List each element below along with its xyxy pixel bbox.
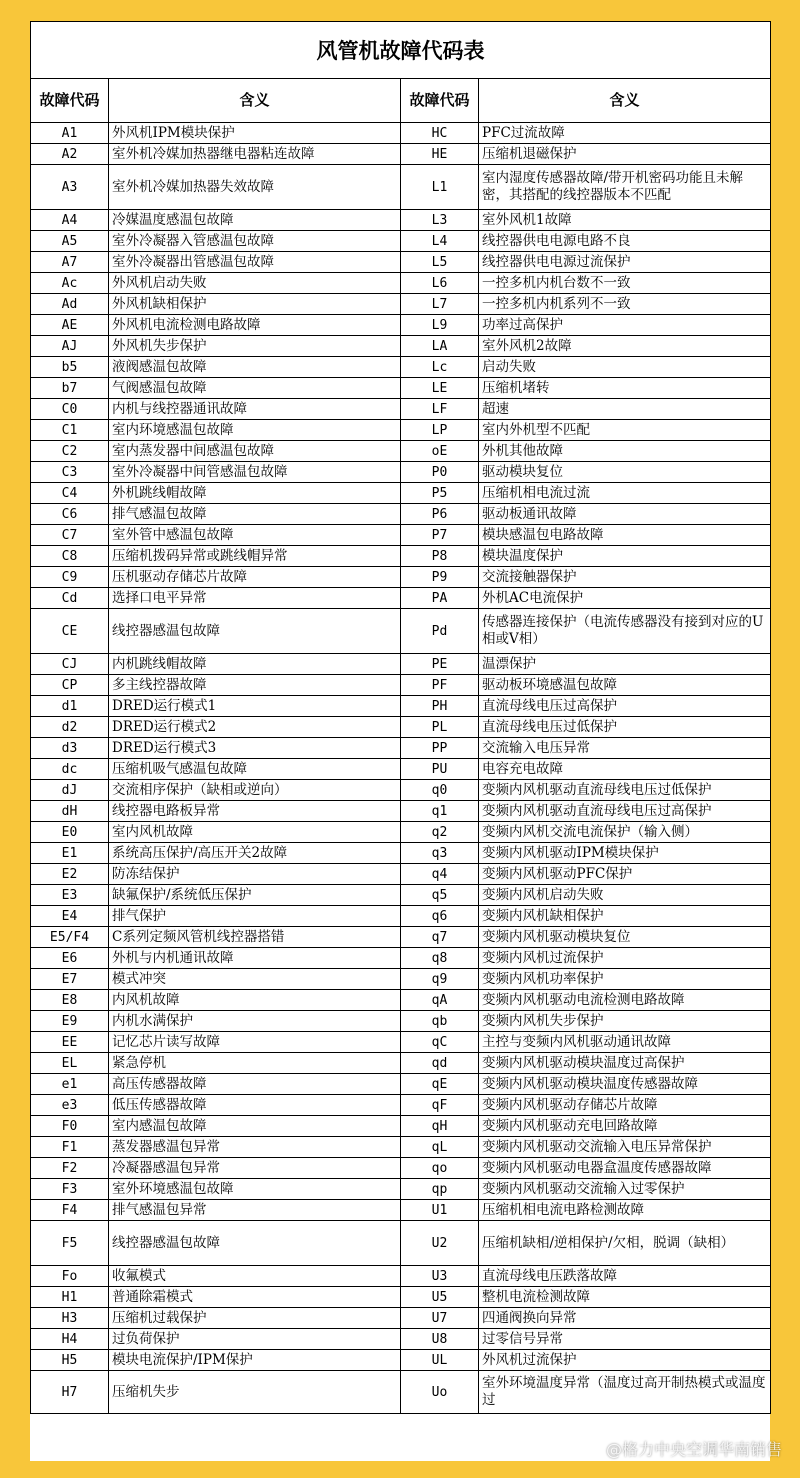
- table-row: [31, 231, 771, 252]
- fault-code-left: E6: [31, 948, 109, 969]
- fault-meaning-left: 外机跳线帽故障: [109, 483, 401, 504]
- fault-meaning-right: 压缩机相电流过流: [479, 483, 771, 504]
- fault-code-left: E1: [31, 843, 109, 864]
- fault-meaning-right: 传感器连接保护（电流传感器没有接到对应的U相或V相）: [479, 609, 771, 654]
- fault-code-left: C2: [31, 441, 109, 462]
- fault-meaning-left: 内机跳线帽故障: [109, 654, 401, 675]
- fault-meaning-left: C系列定频风管机线控器搭错: [109, 927, 401, 948]
- fault-meaning-left: 压缩机失步: [109, 1371, 401, 1414]
- fault-meaning-right: PFC过流故障: [479, 123, 771, 144]
- table-row: [31, 948, 771, 969]
- fault-meaning-left: 外风机缺相保护: [109, 294, 401, 315]
- fault-meaning-right: 主控与变频内风机驱动通讯故障: [479, 1032, 771, 1053]
- fault-code-right: LA: [401, 336, 479, 357]
- fault-meaning-right: 室外风机2故障: [479, 336, 771, 357]
- fault-code-right: HE: [401, 144, 479, 165]
- fault-code-left: EE: [31, 1032, 109, 1053]
- fault-code-left: C6: [31, 504, 109, 525]
- fault-code-right: P7: [401, 525, 479, 546]
- fault-code-left: e3: [31, 1095, 109, 1116]
- fault-code-left: Ac: [31, 273, 109, 294]
- fault-code-left: C0: [31, 399, 109, 420]
- fault-meaning-right: 驱动板通讯故障: [479, 504, 771, 525]
- watermark-text: @格力中央空调华南销售: [605, 1440, 782, 1459]
- fault-code-right: L6: [401, 273, 479, 294]
- table-row: [31, 588, 771, 609]
- fault-meaning-left: 冷媒温度感温包故障: [109, 210, 401, 231]
- fault-code-left: F3: [31, 1179, 109, 1200]
- fault-code-left: H7: [31, 1371, 109, 1414]
- fault-meaning-right: 室外风机1故障: [479, 210, 771, 231]
- fault-meaning-left: 室外机冷媒加热器继电器粘连故障: [109, 144, 401, 165]
- table-row: [31, 1329, 771, 1350]
- table-row: [31, 906, 771, 927]
- fault-meaning-right: 变频内风机驱动模块温度过高保护: [479, 1053, 771, 1074]
- fault-meaning-right: 交流输入电压异常: [479, 738, 771, 759]
- fault-code-left: E8: [31, 990, 109, 1011]
- fault-meaning-right: 一控多机内机系列不一致: [479, 294, 771, 315]
- table-row: [31, 696, 771, 717]
- fault-meaning-left: 外风机电流检测电路故障: [109, 315, 401, 336]
- fault-code-left: d2: [31, 717, 109, 738]
- fault-meaning-left: 压缩机拨码异常或跳线帽异常: [109, 546, 401, 567]
- fault-code-left: H5: [31, 1350, 109, 1371]
- fault-code-right: Lc: [401, 357, 479, 378]
- fault-code-right: UL: [401, 1350, 479, 1371]
- fault-meaning-right: 驱动模块复位: [479, 462, 771, 483]
- table-row: [31, 357, 771, 378]
- table-row: [31, 990, 771, 1011]
- fault-code-left: CP: [31, 675, 109, 696]
- fault-code-left: C1: [31, 420, 109, 441]
- fault-meaning-right: 压缩机退磁保护: [479, 144, 771, 165]
- fault-meaning-right: 直流母线电压跌落故障: [479, 1266, 771, 1287]
- table-row: [31, 1011, 771, 1032]
- fault-meaning-right: 外机其他故障: [479, 441, 771, 462]
- fault-meaning-right: 室外环境温度异常（温度过高开制热模式或温度过: [479, 1371, 771, 1414]
- table-row: [31, 165, 771, 210]
- fault-meaning-left: 室外管中感温包故障: [109, 525, 401, 546]
- fault-code-right: L5: [401, 252, 479, 273]
- fault-code-right: P9: [401, 567, 479, 588]
- fault-code-right: qd: [401, 1053, 479, 1074]
- fault-meaning-right: 模块温度保护: [479, 546, 771, 567]
- fault-code-right: L9: [401, 315, 479, 336]
- table-row: [31, 1350, 771, 1371]
- fault-code-right: U1: [401, 1200, 479, 1221]
- fault-meaning-left: 内机与线控器通讯故障: [109, 399, 401, 420]
- title-row: [31, 22, 771, 79]
- fault-code-left: Fo: [31, 1266, 109, 1287]
- fault-code-right: qb: [401, 1011, 479, 1032]
- fault-meaning-left: 防冻结保护: [109, 864, 401, 885]
- fault-meaning-right: 变频内风机交流电流保护（输入侧）: [479, 822, 771, 843]
- table-row: [31, 822, 771, 843]
- fault-meaning-left: 系统高压保护/高压开关2故障: [109, 843, 401, 864]
- fault-code-left: F1: [31, 1137, 109, 1158]
- fault-code-right: L1: [401, 165, 479, 210]
- fault-code-left: H1: [31, 1287, 109, 1308]
- fault-meaning-left: DRED运行模式1: [109, 696, 401, 717]
- fault-meaning-right: 压缩机相电流电路检测故障: [479, 1200, 771, 1221]
- watermark: [584, 1437, 782, 1460]
- fault-meaning-right: 变频内风机缺相保护: [479, 906, 771, 927]
- fault-meaning-left: 外风机IPM模块保护: [109, 123, 401, 144]
- header-meaning-left: 含义: [109, 79, 401, 123]
- fault-code-right: HC: [401, 123, 479, 144]
- header-code-left: 故障代码: [31, 79, 109, 123]
- fault-code-left: C9: [31, 567, 109, 588]
- fault-meaning-left: 选择口电平异常: [109, 588, 401, 609]
- table-row: [31, 759, 771, 780]
- fault-meaning-right: 变频内风机驱动电器盒温度传感器故障: [479, 1158, 771, 1179]
- fault-code-left: dH: [31, 801, 109, 822]
- fault-meaning-right: 变频内风机功率保护: [479, 969, 771, 990]
- fault-code-left: dJ: [31, 780, 109, 801]
- fault-code-left: H3: [31, 1308, 109, 1329]
- fault-meaning-left: 内机水满保护: [109, 1011, 401, 1032]
- table-row: [31, 675, 771, 696]
- table-row: [31, 864, 771, 885]
- table-row: [31, 210, 771, 231]
- fault-code-right: PH: [401, 696, 479, 717]
- fault-code-left: Ad: [31, 294, 109, 315]
- fault-meaning-right: 交流接触器保护: [479, 567, 771, 588]
- fault-meaning-left: 线控器电路板异常: [109, 801, 401, 822]
- fault-meaning-right: 一控多机内机台数不一致: [479, 273, 771, 294]
- table-body: [31, 123, 771, 1414]
- fault-code-right: L4: [401, 231, 479, 252]
- table-row: [31, 1032, 771, 1053]
- fault-code-table: [30, 21, 771, 1414]
- fault-meaning-right: 过零信号异常: [479, 1329, 771, 1350]
- fault-code-left: CE: [31, 609, 109, 654]
- table-row: [31, 969, 771, 990]
- fault-meaning-right: 线控器供电电源过流保护: [479, 252, 771, 273]
- fault-meaning-right: 变频内风机驱动存储芯片故障: [479, 1095, 771, 1116]
- fault-code-right: q2: [401, 822, 479, 843]
- fault-code-right: U2: [401, 1221, 479, 1266]
- fault-code-right: qF: [401, 1095, 479, 1116]
- fault-code-left: dc: [31, 759, 109, 780]
- table-row: [31, 1179, 771, 1200]
- table-row: [31, 252, 771, 273]
- fault-code-left: H4: [31, 1329, 109, 1350]
- fault-meaning-left: DRED运行模式2: [109, 717, 401, 738]
- table-row: [31, 1158, 771, 1179]
- fault-code-left: AJ: [31, 336, 109, 357]
- table-row: [31, 123, 771, 144]
- fault-meaning-right: 变频内风机驱动交流输入过零保护: [479, 1179, 771, 1200]
- fault-code-left: E5/F4: [31, 927, 109, 948]
- table-row: [31, 843, 771, 864]
- table-row: [31, 336, 771, 357]
- fault-meaning-right: 变频内风机驱动充电回路故障: [479, 1116, 771, 1137]
- fault-code-left: E0: [31, 822, 109, 843]
- fault-code-left: F5: [31, 1221, 109, 1266]
- table-row: [31, 1266, 771, 1287]
- fault-meaning-left: 紧急停机: [109, 1053, 401, 1074]
- fault-meaning-right: 变频内风机过流保护: [479, 948, 771, 969]
- fault-meaning-left: 多主线控器故障: [109, 675, 401, 696]
- fault-meaning-right: 功率过高保护: [479, 315, 771, 336]
- fault-meaning-right: 压缩机缺相/逆相保护/欠相，脱调（缺相）: [479, 1221, 771, 1266]
- table-row: [31, 144, 771, 165]
- fault-code-right: L3: [401, 210, 479, 231]
- fault-code-left: F0: [31, 1116, 109, 1137]
- fault-code-right: qE: [401, 1074, 479, 1095]
- fault-code-right: PU: [401, 759, 479, 780]
- fault-meaning-right: 外风机过流保护: [479, 1350, 771, 1371]
- fault-code-left: E2: [31, 864, 109, 885]
- fault-meaning-left: 室内环境感温包故障: [109, 420, 401, 441]
- fault-meaning-right: 四通阀换向异常: [479, 1308, 771, 1329]
- table-row: [31, 1137, 771, 1158]
- fault-meaning-right: 变频内风机驱动PFC保护: [479, 864, 771, 885]
- table-title: 风管机故障代码表: [31, 22, 771, 79]
- fault-meaning-left: 低压传感器故障: [109, 1095, 401, 1116]
- table-row: [31, 483, 771, 504]
- table-row: [31, 780, 771, 801]
- fault-code-right: qo: [401, 1158, 479, 1179]
- fault-code-left: A4: [31, 210, 109, 231]
- fault-code-right: q4: [401, 864, 479, 885]
- table-row: [31, 885, 771, 906]
- header-meaning-right: 含义: [479, 79, 771, 123]
- fault-code-left: C4: [31, 483, 109, 504]
- fault-meaning-left: 模式冲突: [109, 969, 401, 990]
- fault-code-right: PF: [401, 675, 479, 696]
- fault-meaning-left: 室内蒸发器中间感温包故障: [109, 441, 401, 462]
- fault-meaning-right: 变频内风机驱动IPM模块保护: [479, 843, 771, 864]
- fault-meaning-right: 室内湿度传感器故障/带开机密码功能且未解密，其搭配的线控器版本不匹配: [479, 165, 771, 210]
- fault-code-left: C8: [31, 546, 109, 567]
- fault-meaning-left: 交流相序保护（缺相或逆向）: [109, 780, 401, 801]
- fault-meaning-left: 排气保护: [109, 906, 401, 927]
- fault-meaning-right: 变频内风机失步保护: [479, 1011, 771, 1032]
- fault-code-right: q7: [401, 927, 479, 948]
- table-row: [31, 738, 771, 759]
- fault-code-left: A7: [31, 252, 109, 273]
- fault-code-left: E3: [31, 885, 109, 906]
- table-row: [31, 1221, 771, 1266]
- fault-meaning-left: 室外冷凝器入管感温包故障: [109, 231, 401, 252]
- table-row: [31, 462, 771, 483]
- fault-code-right: q9: [401, 969, 479, 990]
- fault-code-right: U7: [401, 1308, 479, 1329]
- fault-code-left: E4: [31, 906, 109, 927]
- table-row: [31, 1095, 771, 1116]
- fault-code-left: A5: [31, 231, 109, 252]
- fault-code-sheet: [30, 21, 770, 1461]
- fault-code-right: Uo: [401, 1371, 479, 1414]
- table-row: [31, 801, 771, 822]
- fault-code-right: PA: [401, 588, 479, 609]
- table-row: [31, 717, 771, 738]
- fault-code-left: d1: [31, 696, 109, 717]
- fault-code-left: b7: [31, 378, 109, 399]
- fault-code-left: C7: [31, 525, 109, 546]
- fault-meaning-right: 电容充电故障: [479, 759, 771, 780]
- fault-meaning-left: 过负荷保护: [109, 1329, 401, 1350]
- fault-code-right: U5: [401, 1287, 479, 1308]
- fault-code-left: Cd: [31, 588, 109, 609]
- fault-code-right: LP: [401, 420, 479, 441]
- fault-code-left: E9: [31, 1011, 109, 1032]
- fault-code-right: q5: [401, 885, 479, 906]
- fault-meaning-left: 压机驱动存储芯片故障: [109, 567, 401, 588]
- table-row: [31, 315, 771, 336]
- fault-meaning-left: 冷凝器感温包异常: [109, 1158, 401, 1179]
- fault-meaning-left: 外风机失步保护: [109, 336, 401, 357]
- fault-meaning-left: 室外冷凝器出管感温包故障: [109, 252, 401, 273]
- fault-meaning-left: 排气感温包异常: [109, 1200, 401, 1221]
- fault-code-right: PE: [401, 654, 479, 675]
- fault-meaning-right: 整机电流检测故障: [479, 1287, 771, 1308]
- fault-code-right: P8: [401, 546, 479, 567]
- fault-code-right: qp: [401, 1179, 479, 1200]
- fault-meaning-right: 变频内风机驱动模块复位: [479, 927, 771, 948]
- table-row: [31, 1308, 771, 1329]
- watermark-logo-icon: [584, 1442, 602, 1460]
- fault-meaning-left: 缺氟保护/系统低压保护: [109, 885, 401, 906]
- fault-code-right: q6: [401, 906, 479, 927]
- table-row: [31, 273, 771, 294]
- fault-meaning-left: 普通除霜模式: [109, 1287, 401, 1308]
- fault-code-left: A3: [31, 165, 109, 210]
- fault-code-left: d3: [31, 738, 109, 759]
- fault-code-right: P0: [401, 462, 479, 483]
- table-row: [31, 525, 771, 546]
- fault-code-right: qL: [401, 1137, 479, 1158]
- fault-code-left: C3: [31, 462, 109, 483]
- fault-meaning-left: 液阀感温包故障: [109, 357, 401, 378]
- fault-meaning-right: 直流母线电压过低保护: [479, 717, 771, 738]
- table-row: [31, 1287, 771, 1308]
- fault-meaning-right: 变频内风机驱动直流母线电压过高保护: [479, 801, 771, 822]
- fault-code-left: A1: [31, 123, 109, 144]
- table-row: [31, 399, 771, 420]
- fault-code-left: AE: [31, 315, 109, 336]
- fault-meaning-left: 高压传感器故障: [109, 1074, 401, 1095]
- fault-code-right: LF: [401, 399, 479, 420]
- table-row: [31, 294, 771, 315]
- fault-meaning-right: 室内外机型不匹配: [479, 420, 771, 441]
- fault-meaning-left: 压缩机过载保护: [109, 1308, 401, 1329]
- fault-code-right: q0: [401, 780, 479, 801]
- fault-meaning-left: 记忆芯片读写故障: [109, 1032, 401, 1053]
- fault-code-right: qC: [401, 1032, 479, 1053]
- fault-code-right: P5: [401, 483, 479, 504]
- table-row: [31, 378, 771, 399]
- fault-meaning-left: 线控器感温包故障: [109, 1221, 401, 1266]
- fault-meaning-left: 内风机故障: [109, 990, 401, 1011]
- fault-meaning-right: 模块感温包电路故障: [479, 525, 771, 546]
- fault-code-left: e1: [31, 1074, 109, 1095]
- fault-meaning-right: 线控器供电电源电路不良: [479, 231, 771, 252]
- fault-meaning-left: 线控器感温包故障: [109, 609, 401, 654]
- fault-meaning-left: 室外冷凝器中间管感温包故障: [109, 462, 401, 483]
- fault-code-left: F2: [31, 1158, 109, 1179]
- table-row: [31, 1200, 771, 1221]
- table-row: [31, 1053, 771, 1074]
- table-row: [31, 567, 771, 588]
- fault-code-left: b5: [31, 357, 109, 378]
- fault-code-right: U3: [401, 1266, 479, 1287]
- fault-code-right: PL: [401, 717, 479, 738]
- fault-code-left: CJ: [31, 654, 109, 675]
- header-row: [31, 79, 771, 123]
- fault-meaning-left: 排气感温包故障: [109, 504, 401, 525]
- fault-meaning-right: 变频内风机驱动直流母线电压过低保护: [479, 780, 771, 801]
- fault-meaning-right: 超速: [479, 399, 771, 420]
- fault-code-right: qA: [401, 990, 479, 1011]
- table-row: [31, 1116, 771, 1137]
- fault-meaning-right: 直流母线电压过高保护: [479, 696, 771, 717]
- fault-meaning-right: 变频内风机启动失败: [479, 885, 771, 906]
- table-row: [31, 420, 771, 441]
- fault-code-left: A2: [31, 144, 109, 165]
- fault-code-right: oE: [401, 441, 479, 462]
- fault-meaning-right: 变频内风机驱动电流检测电路故障: [479, 990, 771, 1011]
- table-row: [31, 927, 771, 948]
- header-code-right: 故障代码: [401, 79, 479, 123]
- fault-code-right: q1: [401, 801, 479, 822]
- table-row: [31, 1371, 771, 1414]
- fault-code-left: F4: [31, 1200, 109, 1221]
- fault-code-right: qH: [401, 1116, 479, 1137]
- fault-meaning-left: 室内风机故障: [109, 822, 401, 843]
- fault-meaning-right: 温漂保护: [479, 654, 771, 675]
- table-row: [31, 609, 771, 654]
- fault-meaning-right: 变频内风机驱动模块温度传感器故障: [479, 1074, 771, 1095]
- fault-code-right: P6: [401, 504, 479, 525]
- fault-code-right: q8: [401, 948, 479, 969]
- fault-meaning-right: 启动失败: [479, 357, 771, 378]
- fault-code-right: U8: [401, 1329, 479, 1350]
- fault-meaning-left: 收氟模式: [109, 1266, 401, 1287]
- table-row: [31, 654, 771, 675]
- fault-meaning-right: 变频内风机驱动交流输入电压异常保护: [479, 1137, 771, 1158]
- fault-meaning-left: 压缩机吸气感温包故障: [109, 759, 401, 780]
- fault-code-right: L7: [401, 294, 479, 315]
- fault-code-right: q3: [401, 843, 479, 864]
- fault-code-right: LE: [401, 378, 479, 399]
- fault-code-left: E7: [31, 969, 109, 990]
- fault-meaning-left: 室内感温包故障: [109, 1116, 401, 1137]
- fault-meaning-left: 外风机启动失败: [109, 273, 401, 294]
- fault-meaning-right: 驱动板环境感温包故障: [479, 675, 771, 696]
- table-row: [31, 546, 771, 567]
- fault-meaning-left: 蒸发器感温包异常: [109, 1137, 401, 1158]
- table-row: [31, 441, 771, 462]
- fault-code-right: Pd: [401, 609, 479, 654]
- fault-meaning-right: 外机AC电流保护: [479, 588, 771, 609]
- fault-meaning-left: 模块电流保护/IPM保护: [109, 1350, 401, 1371]
- fault-meaning-right: 压缩机堵转: [479, 378, 771, 399]
- fault-meaning-left: DRED运行模式3: [109, 738, 401, 759]
- table-row: [31, 1074, 771, 1095]
- table-row: [31, 504, 771, 525]
- fault-meaning-left: 外机与内机通讯故障: [109, 948, 401, 969]
- fault-code-right: PP: [401, 738, 479, 759]
- fault-meaning-left: 室外环境感温包故障: [109, 1179, 401, 1200]
- fault-code-left: EL: [31, 1053, 109, 1074]
- fault-meaning-left: 气阀感温包故障: [109, 378, 401, 399]
- fault-meaning-left: 室外机冷媒加热器失效故障: [109, 165, 401, 210]
